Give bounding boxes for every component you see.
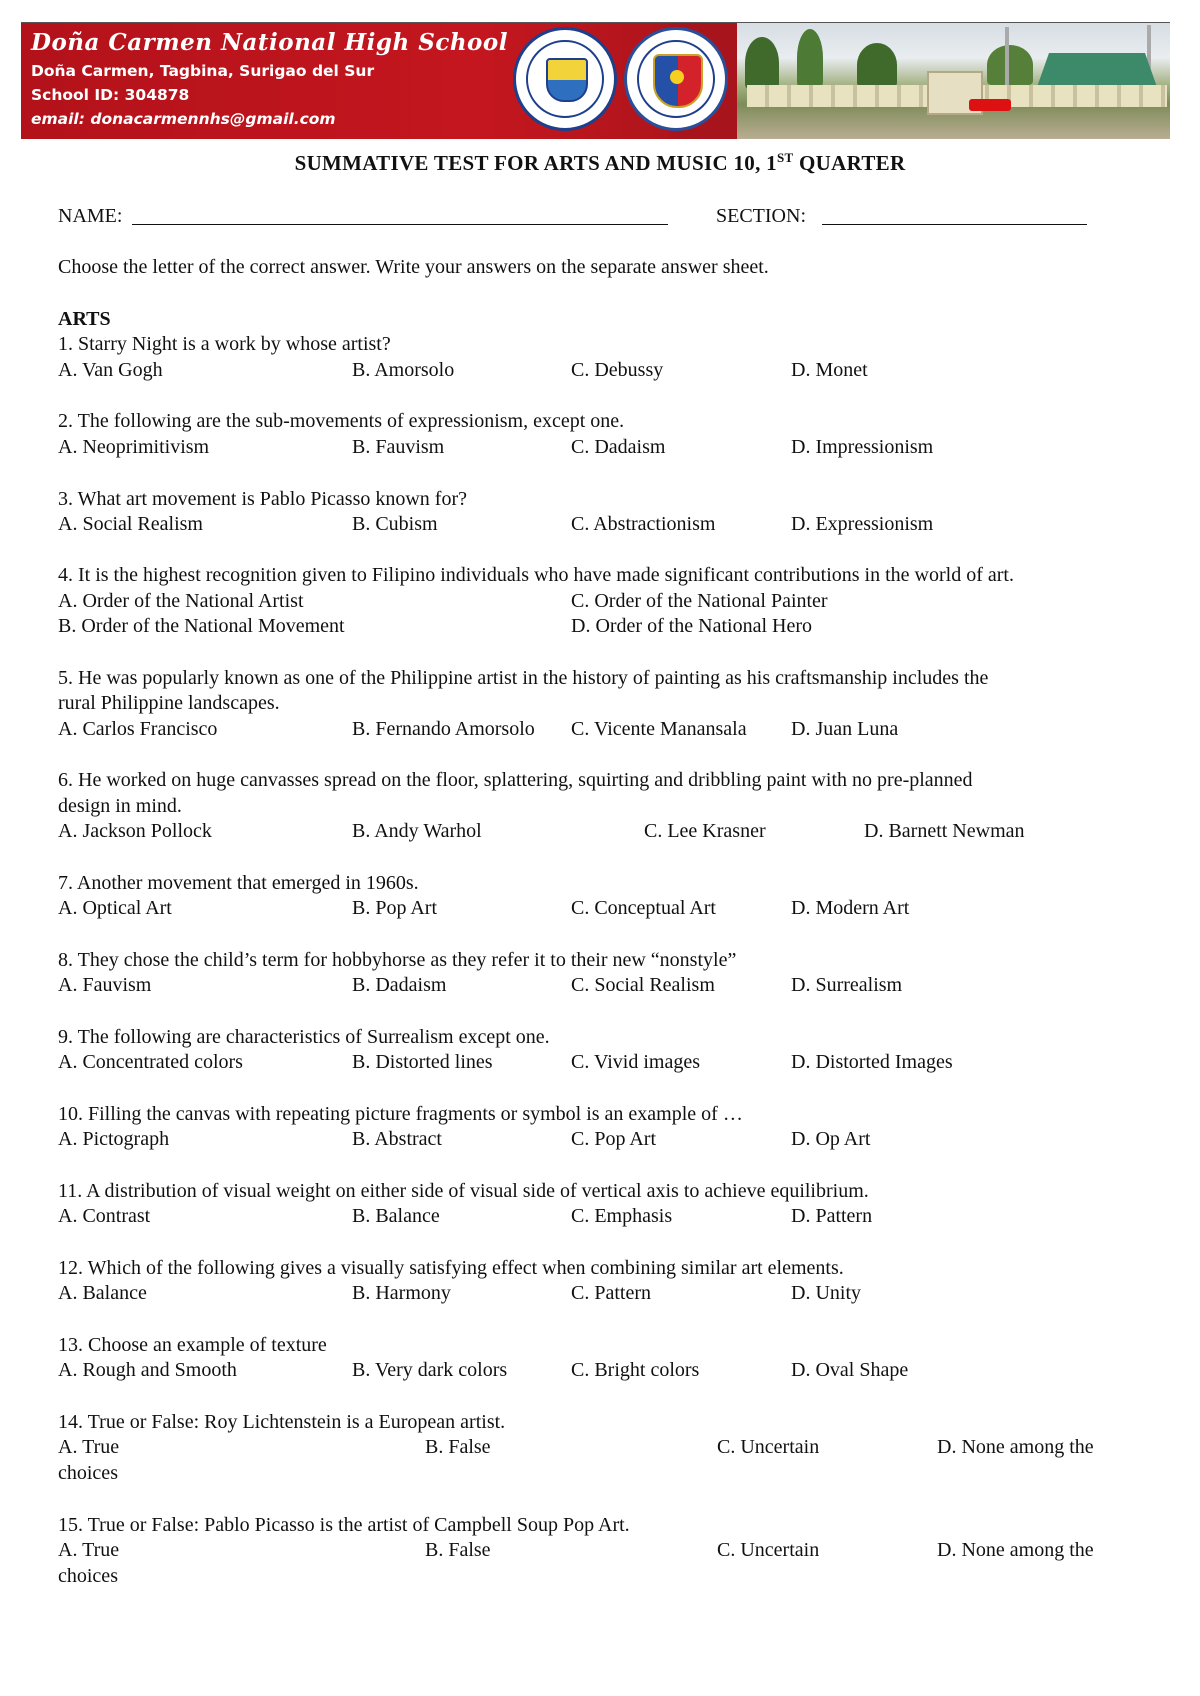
option-12d: D. Unity xyxy=(791,1282,861,1304)
question-8: 8. They chose the child’s term for hobbyhorse as they refer it to their new “nonstyle” xyxy=(58,949,737,971)
option-14b: B. False xyxy=(425,1436,491,1458)
option-6b: B. Andy Warhol xyxy=(352,820,482,842)
question-13: 13. Choose an example of texture xyxy=(58,1334,327,1356)
part-label-arts: ARTS xyxy=(58,308,111,330)
question-6-cont: design in mind. xyxy=(58,795,182,817)
question-14: 14. True or False: Roy Lichtenstein is a European artist. xyxy=(58,1411,506,1433)
option-7a: A. Optical Art xyxy=(58,897,172,919)
option-3a: A. Social Realism xyxy=(58,513,203,535)
option-6a: A. Jackson Pollock xyxy=(58,820,212,842)
question-6: 6. He worked on huge canvasses spread on the floor, splattering, squirting and dribbling paint with no pre-planned xyxy=(58,769,973,791)
option-8d: D. Surrealism xyxy=(791,974,903,996)
option-13c: C. Bright colors xyxy=(571,1359,700,1381)
option-2b: B. Fauvism xyxy=(352,436,445,458)
option-9c: C. Vivid images xyxy=(571,1051,700,1073)
option-8c: C. Social Realism xyxy=(571,974,715,996)
option-12a: A. Balance xyxy=(58,1282,147,1304)
question-4: 4. It is the highest recognition given to Filipino individuals who have made significant contributions in the world of art. xyxy=(58,564,1014,586)
option-2a: A. Neoprimitivism xyxy=(58,436,210,458)
option-8a: A. Fauvism xyxy=(58,974,152,996)
question-1: 1. Starry Night is a work by whose artist? xyxy=(58,333,391,355)
option-14d-cont: choices xyxy=(58,1462,118,1484)
option-13d: D. Oval Shape xyxy=(791,1359,909,1381)
option-14d: D. None among the xyxy=(937,1436,1094,1458)
option-3d: D. Expressionism xyxy=(791,513,934,535)
option-11c: C. Emphasis xyxy=(571,1205,673,1227)
option-1a: A. Van Gogh xyxy=(58,359,163,381)
question-5-cont: rural Philippine landscapes. xyxy=(58,692,280,714)
section-input-line[interactable] xyxy=(822,224,1087,225)
question-10: 10. Filling the canvas with repeating picture fragments or symbol is an example of … xyxy=(58,1103,743,1125)
option-10d: D. Op Art xyxy=(791,1128,871,1150)
question-7: 7. Another movement that emerged in 1960s. xyxy=(58,872,419,894)
option-12c: C. Pattern xyxy=(571,1282,651,1304)
option-7c: C. Conceptual Art xyxy=(571,897,716,919)
option-2d: D. Impressionism xyxy=(791,436,934,458)
option-9b: B. Distorted lines xyxy=(352,1051,493,1073)
option-5c: C. Vicente Manansala xyxy=(571,718,747,740)
option-1b: B. Amorsolo xyxy=(352,359,455,381)
option-7b: B. Pop Art xyxy=(352,897,438,919)
option-2c: C. Dadaism xyxy=(571,436,666,458)
question-12: 12. Which of the following gives a visually satisfying effect when combining similar art elements. xyxy=(58,1257,844,1279)
deped-seal-icon xyxy=(624,27,728,131)
option-1d: D. Monet xyxy=(791,359,868,381)
option-15d-cont: choices xyxy=(58,1565,118,1587)
option-6c: C. Lee Krasner xyxy=(644,820,766,842)
question-2: 2. The following are the sub-movements of expressionism, except one. xyxy=(58,410,625,432)
option-6d: D. Barnett Newman xyxy=(864,820,1025,842)
question-3: 3. What art movement is Pablo Picasso known for? xyxy=(58,488,468,510)
option-14c: C. Uncertain xyxy=(717,1436,820,1458)
school-address: Doña Carmen, Tagbina, Surigao del Sur xyxy=(31,62,375,80)
test-title: SUMMATIVE TEST FOR ARTS AND MUSIC 10, 1ST QUARTER xyxy=(294,150,906,175)
option-4c: C. Order of the National Painter xyxy=(571,590,828,612)
option-12b: B. Harmony xyxy=(352,1282,451,1304)
question-11: 11. A distribution of visual weight on either side of visual side of vertical axis to achieve equilibrium. xyxy=(58,1180,869,1202)
option-14a: A. True xyxy=(58,1436,120,1458)
school-email: email: donacarmennhs@gmail.com xyxy=(31,110,336,128)
option-4d: D. Order of the National Hero xyxy=(571,615,813,637)
option-15d: D. None among the xyxy=(937,1539,1094,1561)
option-11a: A. Contrast xyxy=(58,1205,151,1227)
option-15b: B. False xyxy=(425,1539,491,1561)
option-9d: D. Distorted Images xyxy=(791,1051,953,1073)
option-11d: D. Pattern xyxy=(791,1205,873,1227)
option-3c: C. Abstractionism xyxy=(571,513,716,535)
option-15c: C. Uncertain xyxy=(717,1539,820,1561)
option-5a: A. Carlos Francisco xyxy=(58,718,218,740)
question-5: 5. He was popularly known as one of the Philippine artist in the history of painting as his craftsmanship includes the xyxy=(58,667,989,689)
name-label: NAME: xyxy=(58,205,123,227)
section-label: SECTION: xyxy=(716,205,806,227)
option-15a: A. True xyxy=(58,1539,120,1561)
option-8b: B. Dadaism xyxy=(352,974,447,996)
option-5b: B. Fernando Amorsolo xyxy=(352,718,535,740)
option-13b: B. Very dark colors xyxy=(352,1359,508,1381)
option-10a: A. Pictograph xyxy=(58,1128,170,1150)
option-10b: B. Abstract xyxy=(352,1128,442,1150)
option-4a: A. Order of the National Artist xyxy=(58,590,304,612)
school-seal-icon xyxy=(513,27,617,131)
option-5d: D. Juan Luna xyxy=(791,718,899,740)
school-campus-photo xyxy=(737,23,1170,139)
school-header-banner xyxy=(21,22,1170,139)
school-id: School ID: 304878 xyxy=(31,86,190,104)
option-7d: D. Modern Art xyxy=(791,897,910,919)
option-10c: C. Pop Art xyxy=(571,1128,657,1150)
school-name: Doña Carmen National High School xyxy=(31,29,508,56)
question-9: 9. The following are characteristics of Surrealism except one. xyxy=(58,1026,550,1048)
option-9a: A. Concentrated colors xyxy=(58,1051,243,1073)
option-3b: B. Cubism xyxy=(352,513,438,535)
instructions: Choose the letter of the correct answer. Write your answers on the separate answer sheet. xyxy=(58,256,769,278)
option-13a: A. Rough and Smooth xyxy=(58,1359,237,1381)
question-15: 15. True or False: Pablo Picasso is the artist of Campbell Soup Pop Art. xyxy=(58,1514,630,1536)
option-1c: C. Debussy xyxy=(571,359,664,381)
option-4b: B. Order of the National Movement xyxy=(58,615,345,637)
name-input-line[interactable] xyxy=(132,224,668,225)
option-11b: B. Balance xyxy=(352,1205,440,1227)
